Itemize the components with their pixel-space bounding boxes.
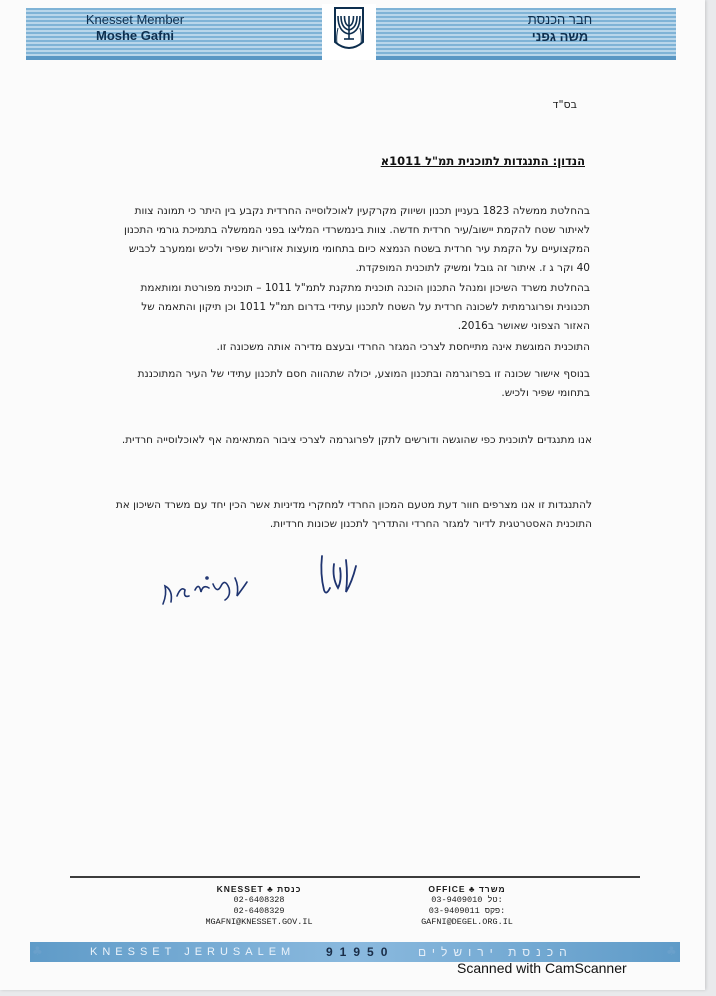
- footer-office-contact: [392, 884, 542, 928]
- footer-knesset-contact: [184, 884, 334, 928]
- footer-leaf-left-icon: ♣: [32, 944, 43, 958]
- footer-office-fax-label: פקס:: [484, 906, 506, 916]
- footer-divider: [70, 876, 640, 878]
- header-title-he: חבר הכנסת: [527, 12, 593, 27]
- footer-knesset-title: KNESSET: [216, 884, 264, 894]
- footer-band-hebrew: הכנסת ירושלים: [418, 945, 573, 959]
- letter-subject: הנדון: התנגדות לתוכנית תמ"ל 1011א: [380, 154, 585, 168]
- footer-office-title: OFFICE: [428, 884, 466, 894]
- footer-office-tel: 03-9409010: [431, 895, 483, 905]
- paragraph-2: בהחלטת משרד השיכון ומנהל התכנון הוכנה תוכנית מתקנת לתמ"ל 1011 – תוכנית מפורטת ומותאמת תכנונית ופרוגרמתית לשכונה חרדית על השטח לתכנון עתידי בדרום תמ"ל 1011 וכן תיקון והתאמה של האזור הצפוני שאושר ב2016.: [140, 282, 590, 332]
- footer-knesset-email: MGAFNI@KNESSET.GOV.IL: [205, 917, 313, 927]
- paragraph-3: התוכנית המוגשת אינה מתייחסת לצרכי המגזר החרדי ובעצם מדירה אותה משכונה זו.: [216, 341, 590, 353]
- header-name-he: משה גפני: [531, 29, 589, 44]
- footer-band-zip: 91950: [326, 945, 395, 959]
- header-english-block: [60, 12, 210, 44]
- footer-leaf-right-icon: ♣: [666, 944, 677, 958]
- footer-leaf-icon: ♣: [267, 884, 274, 894]
- header-hebrew-block: [510, 11, 610, 45]
- footer-knesset-title-he: כנסת: [277, 884, 302, 894]
- paragraph-4: בנוסף אישור שכונה זו בפרוגרמה ובתכנון המוצע, יכולה שתהווה חסם לתכנון עתידי של העיר המתוכננת בתחומי שפיר ולכיש.: [137, 368, 590, 399]
- header-title-en: Knesset Member: [85, 12, 185, 27]
- handwritten-signature-2: [312, 552, 366, 602]
- bsd-mark: בס"ד: [552, 98, 577, 111]
- paragraph-1: בהחלטת ממשלה 1823 בעניין תכנון ושיווק מקרקעין לאוכלוסייה החרדית נקבע בין היתר כי תמונה צוות לאיתור שטח להקמת יישוב/עיר חרדית חדשה. צוות בינמשרדי המליצו בפני הממשלה בתמיכת גורמי התכנון המקצועיים על הקמת עיר חרדית בשטח הנמצא כיום בתחומי מועצות אזוריות שפיר ולכיש וממערב לכביש 40 וקר ג ז. איתור זה גובל ומשיק לתוכנית המופקדת.: [123, 205, 590, 274]
- menorah-emblem-icon: [332, 6, 366, 56]
- footer-office-fax: 03-9409011: [428, 906, 480, 916]
- camscanner-watermark: Scanned with CamScanner: [457, 960, 627, 976]
- footer-knesset-phone: 02-6408328: [233, 895, 285, 905]
- knesset-emblem: [322, 4, 376, 60]
- footer-office-title-he: משרד: [478, 884, 506, 894]
- header-name-en: Moshe Gafni: [95, 28, 174, 43]
- footer-knesset-fax: 02-6408329: [233, 906, 285, 916]
- footer-office-tel-label: טל:: [487, 895, 503, 905]
- footer-office-email: GAFNI@DEGEL.ORG.IL: [421, 917, 513, 927]
- paragraph-6: להתנגדות זו אנו מצרפים חוור דעת מטעם המכון החרדי למחקרי מדיניות אשר הכין יחד עם משרד השיכון את התוכנית האסטרטגית לדיור למגזר החרדי והתדריך לתכנון שכונות חרדיות.: [115, 499, 592, 530]
- handwritten-signature-1: [155, 566, 255, 612]
- footer-band-text: KNESSET JERUSALEM: [90, 946, 296, 958]
- paragraph-5: אנו מתנגדים לתוכנית כפי שהוגשה ודורשים לתקן לפרוגרמה לצרכי ציבור המתאימה אף לאוכלוסייה חרדית.: [121, 434, 592, 446]
- footer-leaf-icon: ♣: [468, 884, 476, 894]
